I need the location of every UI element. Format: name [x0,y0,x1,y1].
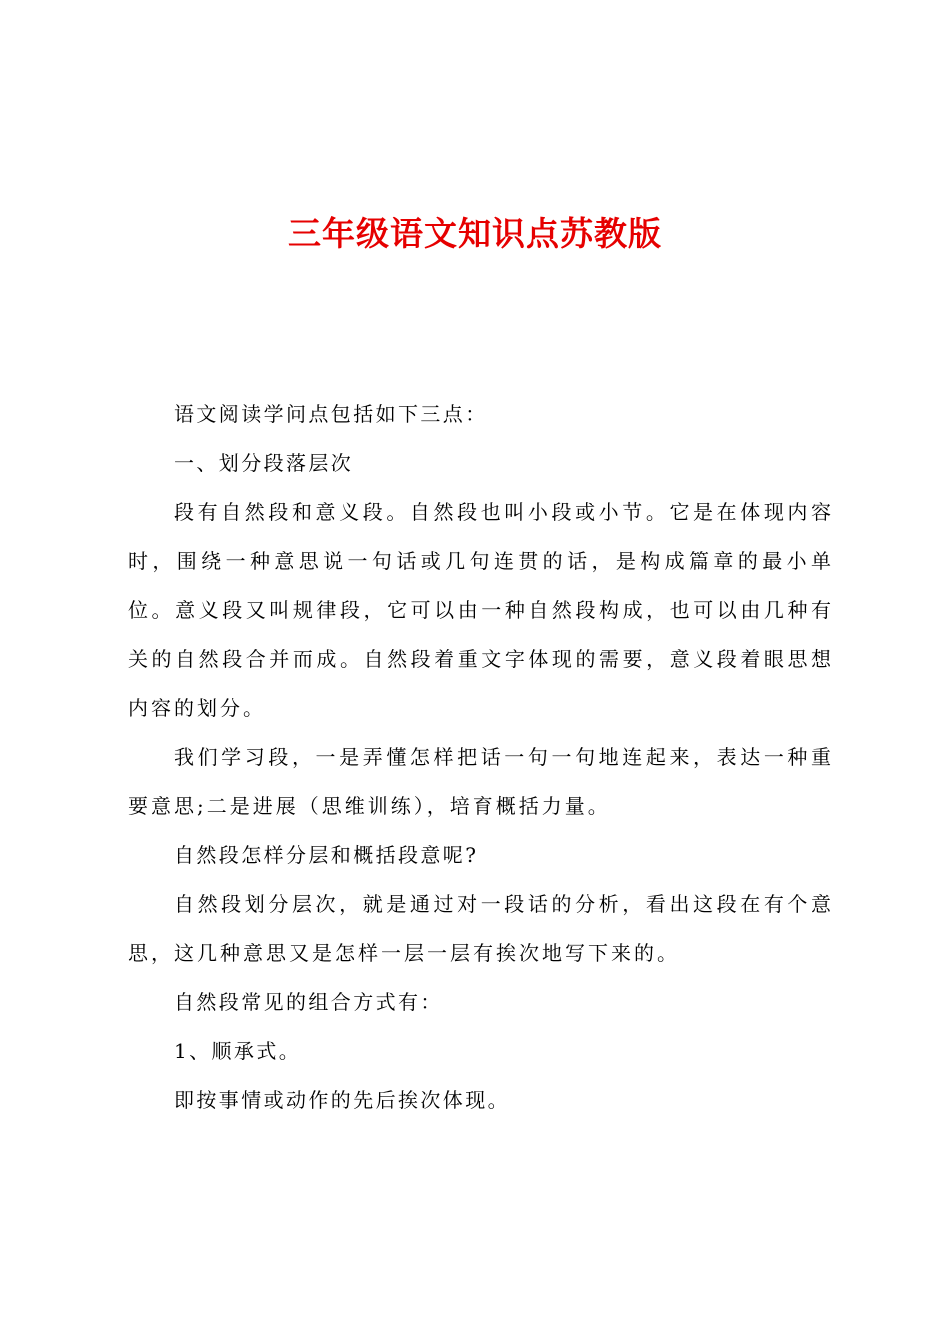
paragraph-section-heading: 一、划分段落层次 [174,451,354,475]
paragraph-question: 自然段怎样分层和概括段意呢? [174,843,479,867]
paragraph-combination-methods: 自然段常见的组合方式有： [174,990,443,1014]
document-title: 三年级语文知识点苏教版 [288,214,662,253]
paragraph-intro: 语文阅读学问点包括如下三点： [174,402,488,426]
paragraph-layer-division: 自然段划分层次，就是通过对一段话的分析，看出这段在有个意思，这几种意思又是怎样一层一层有挨次地写下来的。 [128,892,834,965]
paragraph-method-1-explanation: 即按事情或动作的先后挨次体现。 [174,1088,510,1112]
paragraph-paragraph-definition: 段有自然段和意义段。自然段也叫小段或小节。它是在体现内容时，围绕一种意思说一句话或几句连贯的话，是构成篇章的最小单位。意义段又叫规律段，它可以由一种自然段构成，也可以由几种有关的自然段合并而成。自然段着重文字体现的需要，意义段着眼思想内容的划分。 [128,500,834,720]
paragraph-learning-purpose: 我们学习段，一是弄懂怎样把话一句一句地连起来，表达一种重要意思;二是进展（思维训练），培育概括力量。 [128,745,834,818]
document-body [128,390,834,1125]
paragraph-method-1: 1、顺承式。 [174,1039,302,1063]
